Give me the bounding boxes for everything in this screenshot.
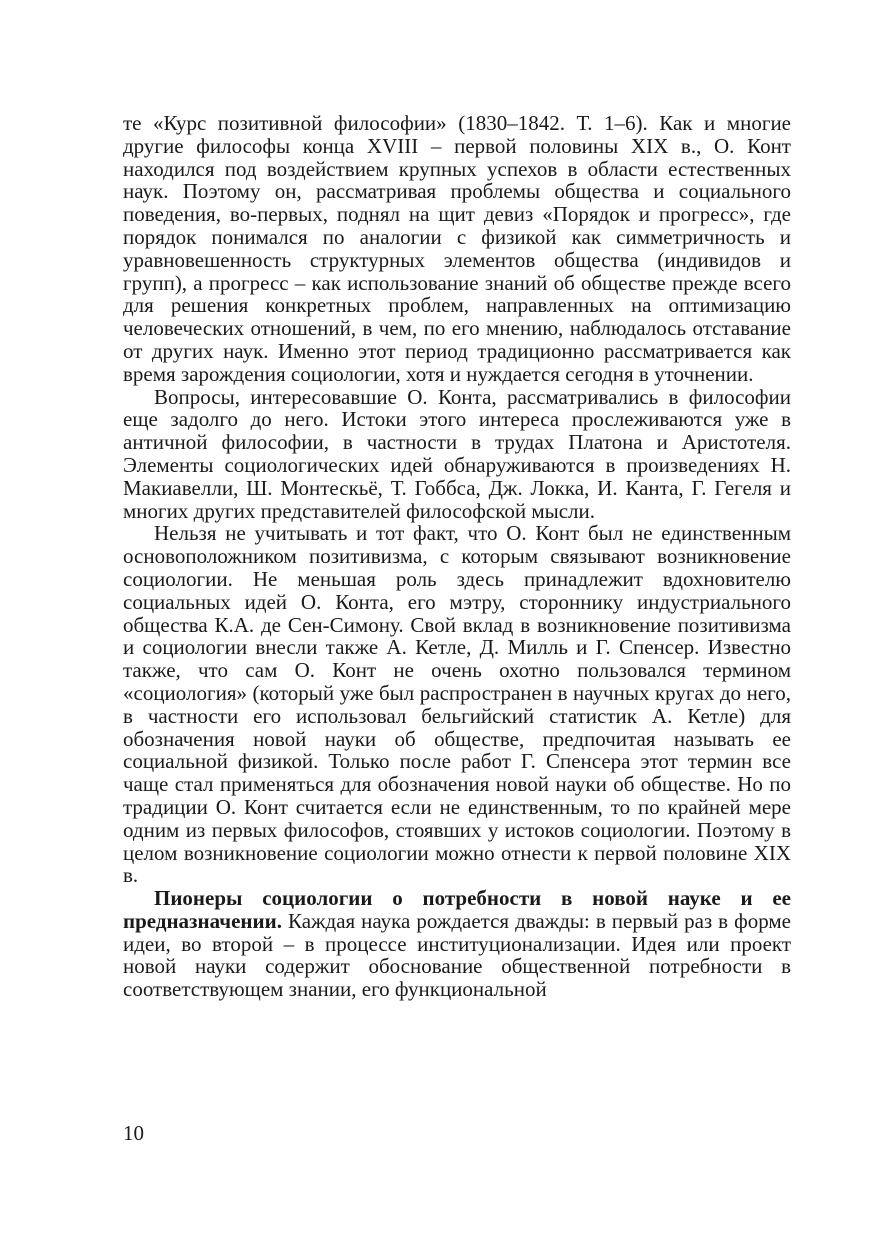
paragraph-text: Нельзя не учитывать и тот факт, что О. Конт был не единственным основоположником позитивизма, с которым связывают возникновение социологии. Не меньшая роль здесь принадлежит вдохновителю социальных идей О. Конта, его мэтру, стороннику индустриального общества К.А. де Сен-Симону. Свой вклад в возникновение позитивизма и социологии внесли также А. Кетле, Д. Милль и Г. Спенсер. Известно также, что сам О. Конт не очень охотно пользовался термином «социология» (который уже был распространен в научных кругах до него, в частности его использовал бельгийский статистик А. Кетле) для обозначения новой науки об обществе, предпочитая называть ее социальной физикой. Только после работ Г. Спенсера этот термин все чаще стал применяться для обозначения новой науки об обществе. Но по традиции О. Конт считается если не единственным, то по крайней мере одним из первых философов, стоявших у истоков социологии. Поэтому в целом возникновение социологии можно отнести к первой половине XIX в. xyxy=(123,521,791,888)
paragraph-with-heading xyxy=(123,887,791,1001)
paragraph xyxy=(123,522,791,887)
page-body xyxy=(123,112,791,1001)
paragraph-text: Вопросы, интересовавшие О. Конта, рассматривались в философии еще задолго до него. Истоки этого интереса прослеживаются уже в античной философии, в частности в трудах Платона и Аристотеля. Элементы социологических идей обнаруживаются в произведениях Н. Макиавелли, Ш. Монтескьё, Т. Гоббса, Дж. Локка, И. Канта, Г. Гегеля и многих других представителей философской мысли. xyxy=(123,384,791,523)
page-number: 10 xyxy=(123,1121,144,1145)
paragraph-text: Каждая наука рождается дважды: в первый раз в форме идеи, во второй – в процессе институционализации. Идея или проект новой науки содержит обоснование общественной потребности в соответствующем знании, его функциональной xyxy=(123,908,791,1002)
paragraph-continuation xyxy=(123,112,791,386)
paragraph xyxy=(123,386,791,523)
paragraph-text: те «Курс позитивной философии» (1830–1842. Т. 1–6). Как и многие другие философы конца XVIII – первой половины XIX в., О. Конт находился под воздействием крупных успехов в области естественных наук. Поэтому он, рассматривая проблемы общества и социального поведения, во-первых, поднял на щит девиз «Порядок и прогресс», где порядок понимался по аналогии с физикой как симметричность и уравновешенность структурных элементов общества (индивидов и групп), а прогресс – как использование знаний об обществе прежде всего для решения конкретных проблем, направленных на оптимизацию человеческих отношений, в чем, по его мнению, наблюдалось отставание от других наук. Именно этот период традиционно рассматривается как время зарождения социологии, хотя и нуждается сегодня в уточнении. xyxy=(123,111,791,386)
run-in-heading: Пионеры социологии о потребности в новой науке и ее предназначении. xyxy=(123,886,791,933)
